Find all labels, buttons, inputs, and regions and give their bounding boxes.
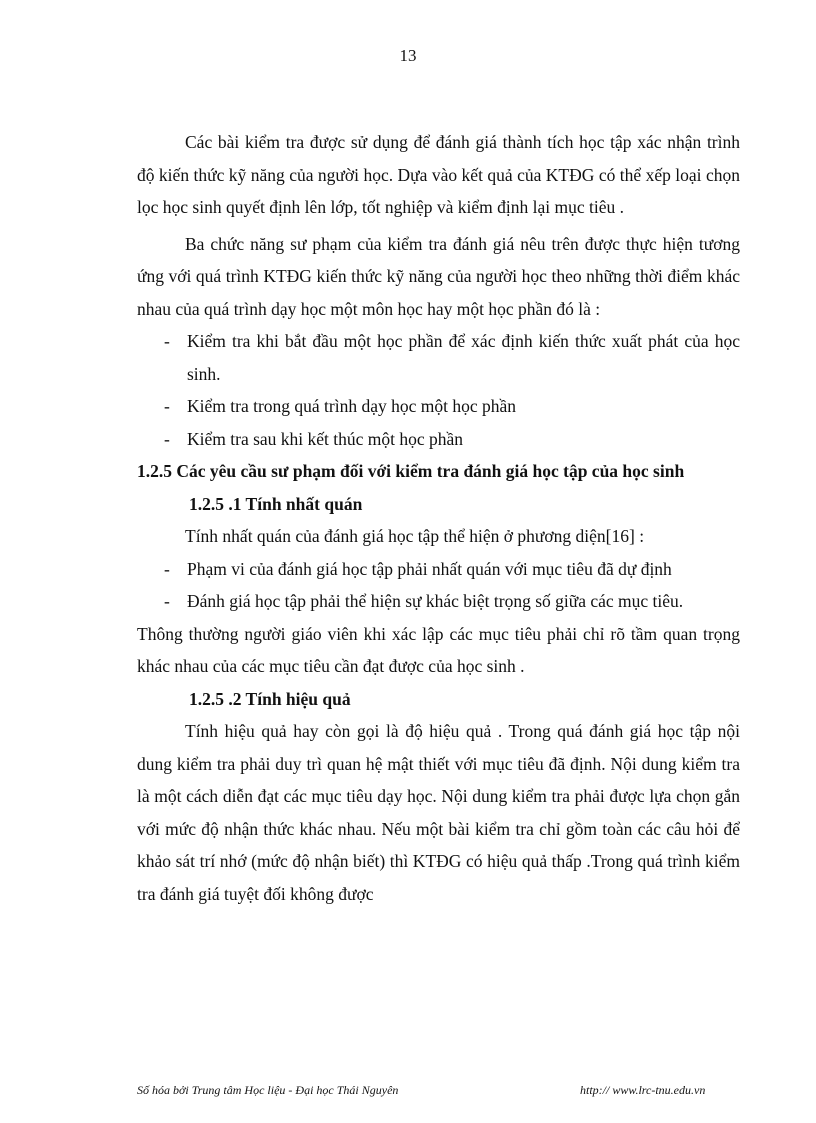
paragraph-three-functions: Ba chức năng sư phạm của kiểm tra đánh giá nêu trên được thực hiện tương ứng với quá trình KTĐG kiến thức kỹ năng của người học theo những thời điểm khác nhau của quá trình dạy học một môn học hay một học phần đó là :: [137, 233, 740, 319]
bullet-dash: -: [164, 558, 170, 579]
paragraph-tests-purpose: Các bài kiểm tra được sử dụng để đánh giá thành tích học tập xác nhận trình độ kiến thức kỹ năng của người học. Dựa vào kết quả của KTĐG có thể xếp loại chọn lọc học sinh quyết định lên lớp, tốt nghiệp và kiểm định lại mục tiêu .: [137, 132, 740, 217]
paragraph-effectiveness: Tính hiệu quả hay còn gọi là độ hiệu quả . Trong quá đánh giá học tập nội dung kiểm tra phải duy trì quan hệ mật thiết với mục tiêu đã định. Nội dung kiểm tra là một cách diễn đạt các mục tiêu dạy học. Nội dung kiểm tra phải được lựa chọn gắn với mức độ nhận thức khác nhau. Nếu một bài kiểm tra chỉ gồm toàn các câu hỏi để khảo sát trí nhớ (mức độ nhận biết) thì KTĐG có hiệu quả thấp .Trong quá trình kiểm tra đánh giá tuyệt đối không được: [137, 721, 740, 904]
footer-url: http:// www.lrc-tnu.edu.vn: [580, 1083, 706, 1097]
list-item: [137, 553, 740, 586]
subsection-heading-effectiveness: 1.2.5 .2 Tính hiệu quả: [189, 688, 351, 709]
document-body: [137, 126, 740, 910]
list-item-text: Kiểm tra sau khi kết thúc một học phần: [187, 428, 464, 449]
bullet-dash: -: [164, 396, 170, 416]
paragraph-teacher-objectives: Thông thường người giáo viên khi xác lập các mục tiêu phải chỉ rõ tầm quan trọng khác nhau của các mục tiêu cần đạt được của học sinh .: [137, 623, 740, 676]
list-item: [137, 390, 740, 423]
list-item: [137, 423, 740, 456]
bullet-dash: -: [164, 591, 170, 611]
list-item: [137, 325, 740, 390]
bullet-dash: -: [164, 331, 170, 351]
subsection-heading-consistency: 1.2.5 .1 Tính nhất quán: [189, 493, 363, 514]
list-item-text: Đánh giá học tập phải thể hiện sự khác biệt trọng số giữa các mục tiêu.: [187, 591, 684, 611]
list-item-text: Kiểm tra trong quá trình dạy học một học phần: [187, 396, 517, 416]
footer-source-text: Số hóa bởi Trung tâm Học liệu - Đại học Thái Nguyên: [137, 1083, 399, 1097]
paragraph-consistency: Tính nhất quán của đánh giá học tập thể hiện ở phương diện[16] :: [185, 526, 645, 546]
page-number: 13: [399, 46, 417, 65]
list-item-text: Kiểm tra khi bắt đầu một học phần để xác định kiến thức xuất phát của học sinh.: [187, 331, 740, 384]
list-item: [137, 585, 740, 618]
section-heading-1-2-5: 1.2.5 Các yêu cầu sư phạm đối với kiểm tra đánh giá học tập của học sinh: [137, 461, 685, 481]
bullet-dash: -: [164, 428, 170, 449]
list-item-text: Phạm vi của đánh giá học tập phải nhất quán với mục tiêu đã dự định: [187, 558, 672, 579]
